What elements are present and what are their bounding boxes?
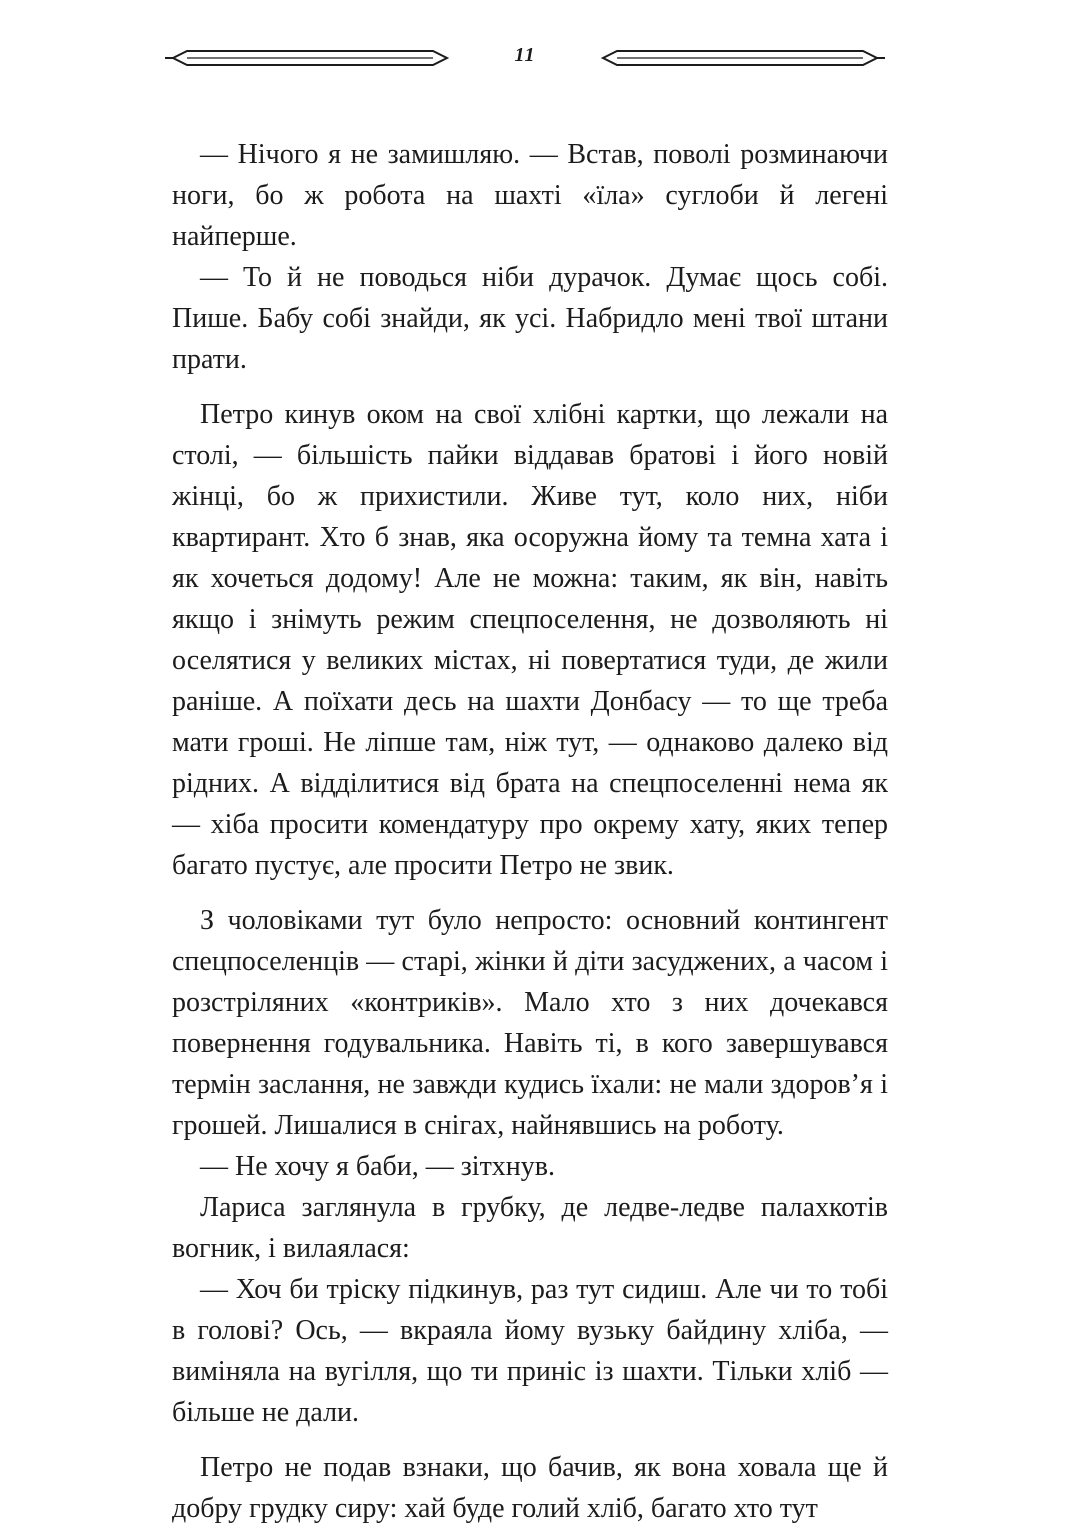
page-header	[165, 38, 885, 78]
paragraph: — Не хочу я баби, — зітхнув.	[200, 1151, 556, 1182]
body-text	[172, 134, 888, 1529]
paragraph: — То й не поводься ніби дурачок. Думає щось собі. Пише. Бабу собі знайди, як усі. Набридло мені твої штани прати.	[172, 262, 888, 375]
paragraph: Лариса заглянула в грубку, де ледве-ледве палахкотів вогник, і вилаялася:	[172, 1192, 888, 1264]
paragraph: З чоловіками тут було непросто: основний контингент спецпоселенців — старі, жінки й діти засуджених, а часом і розстріляних «контриків». Мало хто з них дочекався повернення годувальника. Навіть ті, в кого завершувався термін заслання, не завжди кудись їхали: не мали здоров’я і грошей. Лишалися в снігах, найнявшись на роботу.	[172, 905, 888, 1141]
paragraph: — Нічого я не замишляю. — Встав, поволі розминаючи ноги, бо ж робота на шахті «їла» суглоби й легені найперше.	[172, 139, 888, 252]
paragraph: Петро кинув оком на свої хлібні картки, що лежали на столі, — більшість пайки віддавав братові і його новій жінці, бо ж прихистили. Живе тут, коло них, ніби квартирант. Хто б знав, яка осоружна йому та темна хата і як хочеться додому! Але не можна: таким, як він, навіть якщо і знімуть режим спецпоселення, не дозволяють ні оселятися у великих містах, ні повертатися туди, де жили раніше. А поїхати десь на шахти Донбасу — то ще треба мати гроші. Не ліпше там, ніж тут, — однаково далеко від рідних. А відділитися від брата на спецпоселенні нема як — хіба просити комендатуру про окрему хату, яких тепер багато пустує, але просити Петро не звик.	[172, 399, 888, 881]
paragraph: — Хоч би тріску підкинув, раз тут сидиш. Але чи то тобі в голові? Ось, — вкраяла йому вузьку байдину хліба, — виміняла на вугілля, що ти приніс із шахти. Тільки хліб — більше не дали.	[172, 1274, 888, 1428]
page-number: 11	[514, 44, 536, 66]
paragraph: Петро не подав взнаки, що бачив, як вона ховала ще й добру грудку сиру: хай буде голий хліб, багато хто тут	[172, 1452, 888, 1524]
